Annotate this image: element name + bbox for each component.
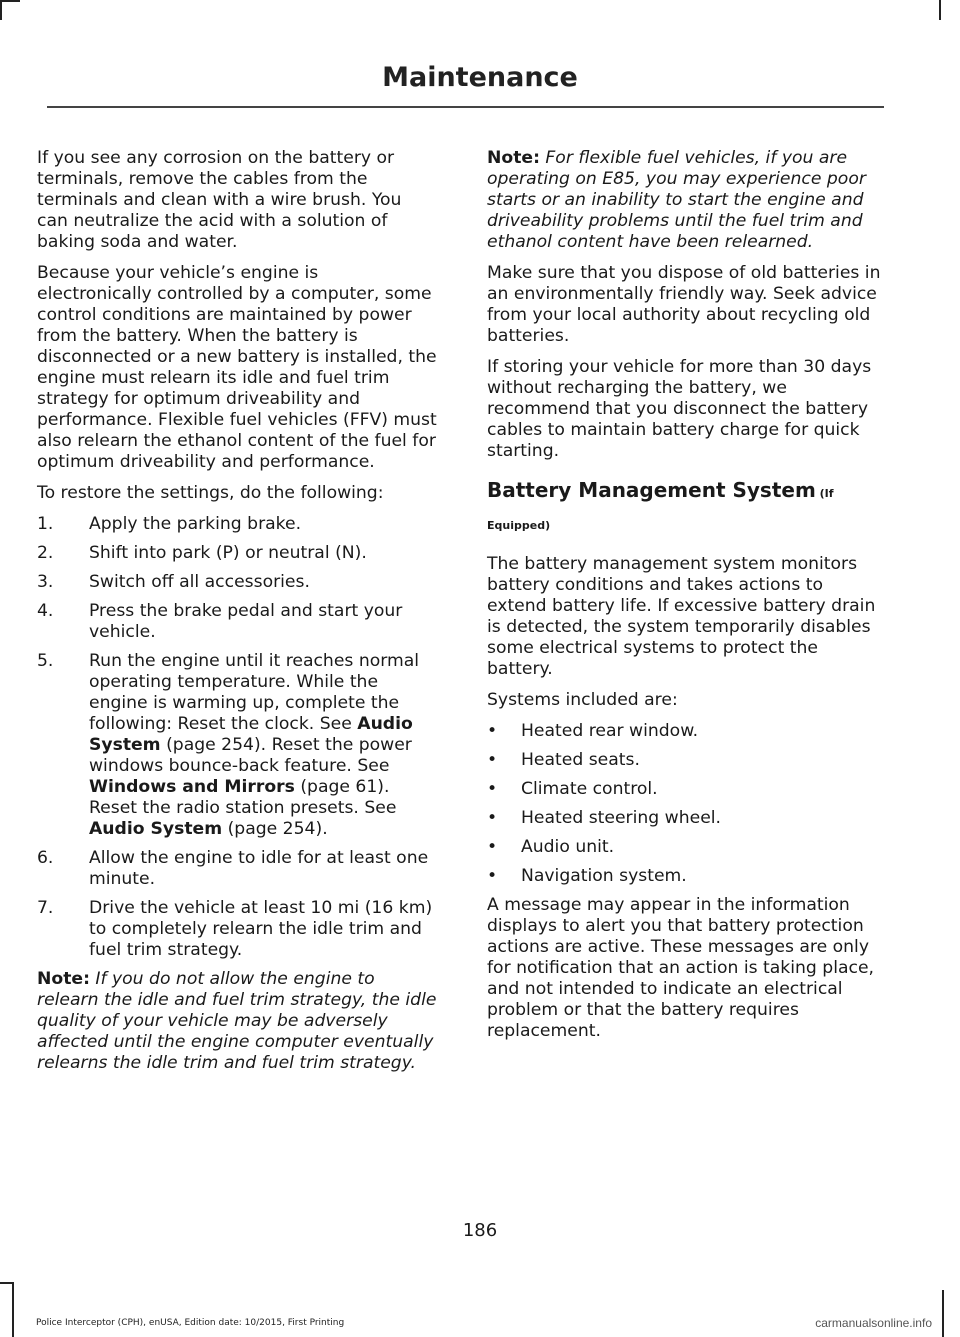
step-text: Run the engine until it reaches normal operating temperature. While the engine is warming up, complete the following: Reset the clock. See — [89, 651, 420, 734]
right-column — [487, 148, 887, 1052]
step-number: 4. — [37, 601, 54, 621]
note-text: If you do not allow the engine to relearn the idle and fuel trim strategy, the idle quality of your vehicle may be adversely affected until the engine computer eventually relearns the idle trim and fuel trim strategy. — [37, 969, 437, 1073]
paragraph: The battery management system monitors battery conditions and takes actions to extend battery life. If excessive battery drain is detected, the system temporarily disables some electrical systems to protect the battery. — [487, 554, 876, 679]
step-text: Shift into park (P) or neutral (N). — [89, 543, 367, 563]
list-item-text: Heated seats. — [521, 750, 640, 770]
bullet-icon: • — [487, 721, 498, 741]
list-item — [487, 837, 887, 858]
paragraph: Make sure that you dispose of old batteries in an environmentally friendly way. Seek advice from your local authority about recycling old batteries. — [487, 263, 881, 346]
crop-mark — [939, 0, 941, 20]
list-item — [37, 898, 437, 961]
list-item — [37, 514, 437, 535]
systems-list — [487, 721, 887, 887]
page-number: 186 — [462, 1220, 498, 1241]
note-text: For flexible fuel vehicles, if you are operating on E85, you may experience poor starts or an inability to start the engine and driveability problems until the fuel trim and ethanol content have been relearned. — [487, 148, 866, 252]
step-number: 2. — [37, 543, 54, 563]
note — [37, 969, 437, 1074]
paragraph: Systems included are: — [487, 690, 678, 710]
bullet-icon: • — [487, 866, 498, 886]
list-item-text: Audio unit. — [521, 837, 615, 857]
step-text: Allow the engine to idle for at least one minute. — [89, 848, 429, 889]
step-text: (page 61). Reset the radio station presets. See — [89, 777, 397, 818]
paragraph: Because your vehicle’s engine is electronically controlled by a computer, some control conditions are maintained by power from the battery. When the battery is disconnected or a new battery is installed, the engine must relearn its idle and fuel trim strategy for optimum driveability and performance. Flexible fuel vehicles (FFV) must also relearn the ethanol content of the fuel for optimum driveability and performance. — [37, 263, 437, 472]
bullet-icon: • — [487, 837, 498, 857]
crop-mark — [942, 1290, 944, 1337]
bullet-icon: • — [487, 808, 498, 828]
step-number: 5. — [37, 651, 54, 671]
list-item — [37, 543, 437, 564]
bullet-icon: • — [487, 750, 498, 770]
paragraph: A message may appear in the information displays to alert you that battery protection actions are active. These messages are only for notification that an action is taking place, and not intended to indicate an electrical problem or that the battery requires replacement. — [487, 895, 875, 1041]
list-item — [37, 651, 437, 840]
step-number: 6. — [37, 848, 54, 868]
cross-reference-link[interactable]: Audio System — [89, 819, 223, 839]
crop-mark — [0, 1282, 14, 1284]
note-label: Note: — [37, 969, 90, 989]
header-rule — [47, 106, 884, 108]
steps-list — [37, 514, 437, 961]
note-label: Note: — [487, 148, 540, 168]
section-heading — [487, 476, 887, 540]
list-item — [37, 848, 437, 890]
list-item — [487, 866, 887, 887]
list-item — [487, 779, 887, 800]
step-number: 7. — [37, 898, 54, 918]
list-item-text: Navigation system. — [521, 866, 687, 886]
step-text: Drive the vehicle at least 10 mi (16 km) to completely relearn the idle trim and fuel trim strategy. — [89, 898, 433, 960]
footer-edition-info: Police Interceptor (CPH), enUSA, Edition date: 10/2015, First Printing — [36, 1318, 345, 1328]
list-item — [487, 750, 887, 771]
step-text: Press the brake pedal and start your vehicle. — [89, 601, 403, 642]
page-title: Maintenance — [382, 62, 578, 93]
paragraph: If you see any corrosion on the battery or terminals, remove the cables from the terminals and clean with a wire brush. You can neutralize the acid with a solution of baking soda and water. — [37, 148, 402, 252]
step-text: (page 254). Reset the power windows bounce-back feature. See — [89, 735, 412, 776]
list-item — [487, 721, 887, 742]
step-text: (page 254). — [222, 819, 328, 839]
step-number: 1. — [37, 514, 54, 534]
cross-reference-link[interactable]: Windows and Mirrors — [89, 777, 295, 797]
crop-mark — [0, 0, 2, 20]
section-qualifier: (If Equipped) — [487, 487, 834, 532]
paragraph: If storing your vehicle for more than 30 days without recharging the battery, we recommend that you disconnect the battery cables to maintain battery charge for quick starting. — [487, 357, 872, 461]
list-item-text: Heated rear window. — [521, 721, 699, 741]
crop-mark — [12, 1282, 14, 1337]
step-number: 3. — [37, 572, 54, 592]
list-item — [37, 601, 437, 643]
list-item — [487, 808, 887, 829]
section-title: Battery Management System — [487, 478, 816, 502]
list-item — [37, 572, 437, 593]
crop-mark — [0, 0, 20, 2]
step-text: Switch off all accessories. — [89, 572, 310, 592]
left-column — [37, 148, 437, 1084]
paragraph: To restore the settings, do the following: — [37, 483, 384, 503]
list-item-text: Heated steering wheel. — [521, 808, 722, 828]
watermark: carmanualsonline.info — [815, 1316, 932, 1330]
list-item-text: Climate control. — [521, 779, 658, 799]
bullet-icon: • — [487, 779, 498, 799]
step-text: Apply the parking brake. — [89, 514, 302, 534]
cross-reference-link[interactable]: Audio System — [89, 714, 413, 755]
note — [487, 148, 887, 253]
